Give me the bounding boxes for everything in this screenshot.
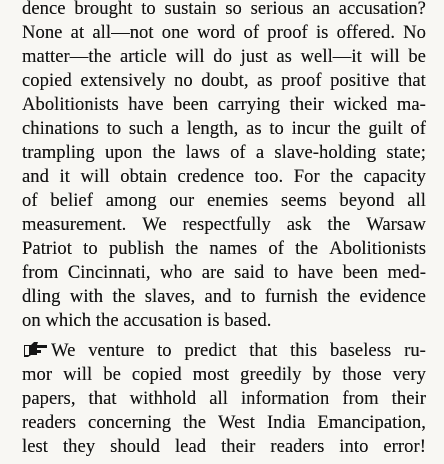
word: proof [281, 70, 322, 91]
word: have [128, 94, 164, 115]
word: greedily [240, 364, 302, 385]
word: lest [22, 436, 49, 457]
word: to [141, 0, 156, 19]
word: Abolitionists [22, 94, 119, 115]
word: a [255, 142, 265, 163]
word: too. [254, 166, 284, 187]
pointing-hand-icon [22, 340, 48, 358]
word: concerning [88, 412, 172, 433]
word: a [170, 118, 180, 139]
word: incur [291, 118, 331, 139]
word: this [290, 340, 318, 361]
word: For [293, 166, 320, 187]
word: those [342, 364, 382, 385]
word: accusation? [338, 0, 426, 19]
word: slave-holding [274, 142, 377, 163]
word: obtain [120, 166, 167, 187]
word: measurement. [22, 214, 127, 235]
word: will [80, 166, 110, 187]
word: of [410, 118, 426, 139]
word: copied [131, 364, 182, 385]
word: Emancipation, [317, 412, 426, 433]
word: their [391, 388, 426, 409]
word: We [142, 214, 167, 235]
word: None [22, 22, 63, 43]
word: one [161, 22, 189, 43]
word: venture [88, 340, 145, 361]
text-line-3 [22, 45, 426, 69]
text-line-16 [22, 363, 426, 387]
word: from [22, 262, 59, 283]
word: Cincinnati, [67, 262, 151, 283]
word: well—it [300, 46, 362, 67]
word: doubt, [201, 70, 249, 91]
word: sustain [164, 0, 217, 19]
word: of [268, 238, 284, 259]
word: they [62, 436, 96, 457]
word: dence [22, 0, 66, 19]
word: said [234, 262, 265, 283]
text-line-9 [22, 189, 426, 213]
word: have [297, 262, 334, 283]
word: with [69, 286, 104, 307]
word: an [312, 0, 330, 19]
text-line-1 [22, 0, 426, 21]
word: are [201, 262, 225, 283]
word: no [174, 70, 193, 91]
word: be [103, 364, 121, 385]
word: the [295, 238, 319, 259]
word: to [157, 340, 172, 361]
word: of [22, 190, 38, 211]
word: furnish [264, 286, 318, 307]
word: that [249, 340, 278, 361]
word: ask [286, 214, 312, 235]
word: the [183, 412, 207, 433]
word: copied [22, 70, 72, 91]
text-line-6 [22, 117, 426, 141]
word: most [192, 364, 230, 385]
text-line-10 [22, 213, 426, 237]
word: to [269, 118, 284, 139]
word: to [240, 286, 256, 307]
word: Warsaw [366, 214, 426, 235]
word: respectfully [182, 214, 271, 235]
word: who [160, 262, 193, 283]
text-line-15 [22, 339, 426, 363]
word: the [327, 214, 351, 235]
word: matter—the [22, 46, 112, 67]
word: all [407, 190, 426, 211]
word: upon [104, 142, 143, 163]
word: offered. [336, 22, 396, 43]
word: at [70, 22, 85, 43]
word: evidence [359, 286, 426, 307]
word: very [392, 364, 426, 385]
word: ru- [404, 340, 426, 361]
word: their [289, 94, 324, 115]
word: just [240, 46, 268, 67]
word: mor [22, 364, 53, 385]
word: ma- [396, 94, 426, 115]
word: publish [108, 238, 165, 259]
word: enemies [206, 190, 269, 211]
word: capacity [363, 166, 426, 187]
word: beyond [339, 190, 395, 211]
word: Abolitionists [329, 238, 426, 259]
text-line-2 [22, 21, 426, 45]
text-line-18 [22, 411, 426, 435]
word: extensively [80, 70, 166, 91]
word: as [276, 46, 292, 67]
word: from [342, 388, 379, 409]
word: such [128, 118, 164, 139]
word: papers, [22, 388, 76, 409]
word: trampling [22, 142, 95, 163]
word: be [408, 46, 426, 67]
word: and [22, 166, 49, 187]
word: of [230, 142, 246, 163]
word: laws [185, 142, 220, 163]
word: positive [330, 70, 390, 91]
word: withhold [129, 388, 197, 409]
word: to [273, 262, 289, 283]
word: guilt [368, 118, 403, 139]
word: the [327, 286, 351, 307]
text-line-19 [22, 435, 426, 459]
word: will [63, 364, 93, 385]
word: that [397, 70, 426, 91]
word: will [175, 46, 205, 67]
text-line-12 [22, 261, 426, 285]
text-line-13 [22, 285, 426, 309]
word: by [312, 364, 332, 385]
text-line-8 [22, 165, 426, 189]
text-line-7 [22, 141, 426, 165]
text-line-11 [22, 237, 426, 261]
word: readers [22, 412, 77, 433]
word: We [22, 339, 75, 363]
word: names [209, 238, 258, 259]
word: so [225, 0, 242, 19]
word: among [105, 190, 157, 211]
word: serious [250, 0, 304, 19]
word: error! [383, 436, 426, 457]
word: article [119, 46, 167, 67]
word: should [110, 436, 161, 457]
word: to [83, 238, 98, 259]
word: No [403, 22, 426, 43]
word: do [213, 46, 232, 67]
word: credence [177, 166, 244, 187]
word: seems [280, 190, 327, 211]
word: wicked [333, 94, 388, 115]
word: chinations [22, 118, 99, 139]
word: it [59, 166, 70, 187]
word: all [209, 388, 228, 409]
word: all—not [92, 22, 154, 43]
word: length, [186, 118, 239, 139]
word: been [172, 94, 209, 115]
word: is [315, 22, 329, 43]
word: slaves, [144, 286, 196, 307]
word: the [330, 166, 354, 187]
word: the [175, 238, 199, 259]
word: med- [387, 262, 426, 283]
word: readers [270, 436, 325, 457]
word: lead [174, 436, 207, 457]
word: belief [50, 190, 93, 211]
word: of [243, 22, 260, 43]
word: to [106, 118, 122, 139]
text-line-14: on which the accusation is based. [22, 310, 272, 331]
text-line-17 [22, 387, 426, 411]
word: their [221, 436, 256, 457]
word: West [218, 412, 255, 433]
word: our [169, 190, 195, 211]
word: India [266, 412, 306, 433]
word: predict [184, 340, 237, 361]
word: the [112, 286, 136, 307]
word: dling [22, 286, 61, 307]
word: baseless [329, 340, 392, 361]
word: state; [386, 142, 426, 163]
text-line-4 [22, 69, 426, 93]
text-line-5 [22, 93, 426, 117]
word: been [342, 262, 379, 283]
word: proof [267, 22, 308, 43]
word: that [88, 388, 117, 409]
word: will [370, 46, 400, 67]
word: carrying [217, 94, 281, 115]
word: into [339, 436, 369, 457]
word: as [246, 118, 262, 139]
word: the [337, 118, 361, 139]
word: the [152, 142, 176, 163]
word: word [196, 22, 236, 43]
word: Patriot [22, 238, 72, 259]
word: and [204, 286, 232, 307]
word: brought [74, 0, 133, 19]
word: information [240, 388, 330, 409]
word: as [257, 70, 273, 91]
